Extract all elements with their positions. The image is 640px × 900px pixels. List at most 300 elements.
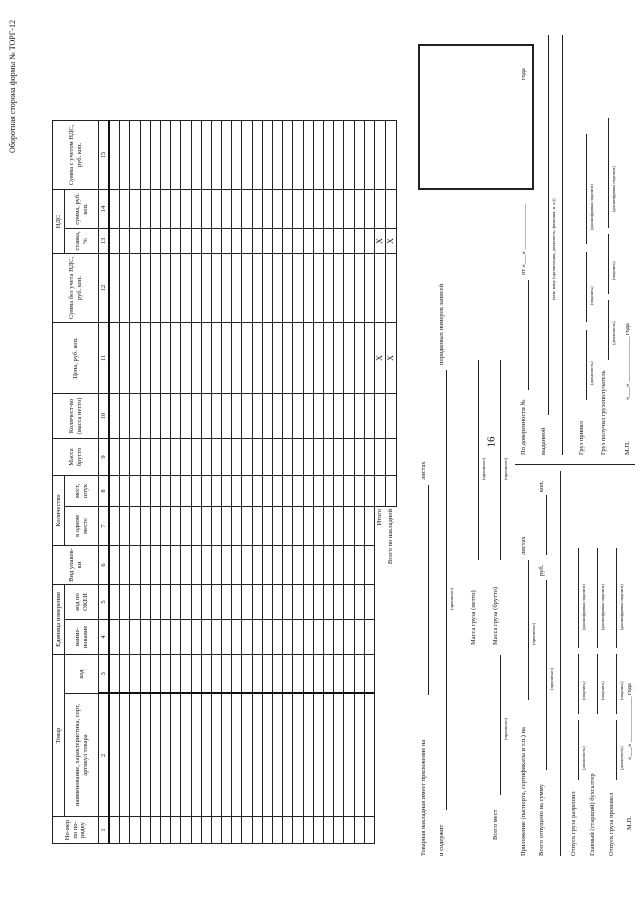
table-cell[interactable] (323, 394, 333, 439)
table-cell[interactable] (242, 121, 252, 190)
table-cell[interactable] (303, 323, 313, 394)
table-cell[interactable] (160, 507, 170, 546)
table-cell[interactable] (211, 476, 221, 507)
total-vat-cell[interactable] (374, 190, 385, 229)
table-cell[interactable] (191, 655, 201, 694)
table-cell[interactable] (109, 655, 120, 694)
table-cell[interactable] (191, 476, 201, 507)
table-cell[interactable] (130, 439, 140, 476)
table-cell[interactable] (120, 394, 130, 439)
table-cell[interactable] (150, 585, 160, 620)
table-cell[interactable] (273, 323, 283, 394)
from-label[interactable]: от «___» ______________ (520, 203, 527, 275)
table-cell[interactable] (364, 507, 374, 546)
table-cell[interactable] (160, 655, 170, 694)
table-cell[interactable] (201, 323, 211, 394)
table-cell[interactable] (273, 229, 283, 254)
total-places-cell[interactable] (374, 476, 385, 507)
table-cell[interactable] (160, 585, 170, 620)
table-cell[interactable] (344, 323, 354, 394)
table-cell[interactable] (262, 655, 272, 694)
table-cell[interactable] (303, 507, 313, 546)
table-cell[interactable] (211, 694, 221, 817)
table-cell[interactable] (130, 655, 140, 694)
table-cell[interactable] (303, 439, 313, 476)
table-cell[interactable] (109, 507, 120, 546)
table-cell[interactable] (222, 439, 232, 476)
release-allowed-signature[interactable] (578, 654, 579, 714)
table-cell[interactable] (160, 394, 170, 439)
table-cell[interactable] (344, 655, 354, 694)
table-cell[interactable] (211, 507, 221, 546)
table-cell[interactable] (303, 190, 313, 229)
grand-vat-cell[interactable] (385, 190, 396, 229)
table-cell[interactable] (364, 476, 374, 507)
table-cell[interactable] (150, 323, 160, 394)
table-cell[interactable] (313, 121, 323, 190)
net-mass-line[interactable] (478, 360, 479, 560)
table-cell[interactable] (354, 546, 364, 585)
table-cell[interactable] (334, 476, 344, 507)
table-cell[interactable] (262, 190, 272, 229)
table-cell[interactable] (262, 254, 272, 323)
table-cell[interactable] (130, 694, 140, 817)
table-cell[interactable] (211, 439, 221, 476)
table-cell[interactable] (120, 546, 130, 585)
table-cell[interactable] (211, 121, 221, 190)
table-cell[interactable] (313, 476, 323, 507)
table-cell[interactable] (323, 585, 333, 620)
table-cell[interactable] (150, 620, 160, 655)
table-cell[interactable] (160, 254, 170, 323)
table-cell[interactable] (283, 546, 293, 585)
table-cell[interactable] (344, 476, 354, 507)
table-cell[interactable] (232, 190, 242, 229)
table-cell[interactable] (222, 323, 232, 394)
table-cell[interactable] (171, 323, 181, 394)
table-cell[interactable] (313, 254, 323, 323)
table-cell[interactable] (191, 620, 201, 655)
table-cell[interactable] (303, 620, 313, 655)
table-cell[interactable] (232, 229, 242, 254)
table-cell[interactable] (323, 229, 333, 254)
table-cell[interactable] (323, 254, 333, 323)
table-cell[interactable] (364, 655, 374, 694)
table-cell[interactable] (109, 476, 120, 507)
table-cell[interactable] (252, 817, 262, 844)
table-cell[interactable] (242, 585, 252, 620)
table-cell[interactable] (262, 620, 272, 655)
table-cell[interactable] (313, 655, 323, 694)
table-cell[interactable] (283, 620, 293, 655)
table-cell[interactable] (109, 585, 120, 620)
table-cell[interactable] (232, 694, 242, 817)
table-cell[interactable] (222, 507, 232, 546)
table-cell[interactable] (242, 394, 252, 439)
table-cell[interactable] (181, 190, 191, 229)
table-cell[interactable] (273, 476, 283, 507)
table-cell[interactable] (201, 620, 211, 655)
table-cell[interactable] (242, 655, 252, 694)
table-cell[interactable] (252, 394, 262, 439)
table-cell[interactable] (344, 694, 354, 817)
table-cell[interactable] (283, 323, 293, 394)
table-cell[interactable] (130, 121, 140, 190)
table-cell[interactable] (211, 394, 221, 439)
table-cell[interactable] (140, 439, 150, 476)
table-cell[interactable] (140, 620, 150, 655)
table-cell[interactable] (201, 546, 211, 585)
table-cell[interactable] (150, 507, 160, 546)
table-cell[interactable] (160, 323, 170, 394)
table-cell[interactable] (303, 655, 313, 694)
table-cell[interactable] (344, 507, 354, 546)
total-net-cell[interactable] (374, 394, 385, 439)
table-cell[interactable] (150, 694, 160, 817)
table-cell[interactable] (354, 439, 364, 476)
table-cell[interactable] (273, 254, 283, 323)
table-cell[interactable] (232, 507, 242, 546)
table-cell[interactable] (262, 694, 272, 817)
table-cell[interactable] (109, 546, 120, 585)
table-cell[interactable] (150, 394, 160, 439)
table-cell[interactable] (130, 229, 140, 254)
table-cell[interactable] (283, 254, 293, 323)
table-cell[interactable] (242, 190, 252, 229)
table-cell[interactable] (293, 190, 303, 229)
table-cell[interactable] (232, 121, 242, 190)
table-cell[interactable] (354, 694, 364, 817)
table-cell[interactable] (252, 620, 262, 655)
table-cell[interactable] (364, 546, 374, 585)
table-cell[interactable] (313, 439, 323, 476)
table-cell[interactable] (181, 507, 191, 546)
table-cell[interactable] (171, 585, 181, 620)
table-cell[interactable] (262, 476, 272, 507)
table-cell[interactable] (344, 254, 354, 323)
table-cell[interactable] (262, 585, 272, 620)
table-cell[interactable] (130, 546, 140, 585)
table-cell[interactable] (120, 694, 130, 817)
table-cell[interactable] (181, 585, 191, 620)
table-cell[interactable] (364, 694, 374, 817)
table-cell[interactable] (109, 394, 120, 439)
table-cell[interactable] (160, 620, 170, 655)
table-cell[interactable] (334, 655, 344, 694)
appendix-line[interactable] (528, 560, 529, 700)
table-cell[interactable] (160, 817, 170, 844)
table-cell[interactable] (160, 121, 170, 190)
table-cell[interactable] (242, 694, 252, 817)
table-cell[interactable] (344, 121, 354, 190)
table-cell[interactable] (354, 620, 364, 655)
table-cell[interactable] (283, 190, 293, 229)
release-done-position[interactable] (616, 720, 617, 780)
table-cell[interactable] (364, 254, 374, 323)
table-cell[interactable] (109, 620, 120, 655)
table-cell[interactable] (334, 229, 344, 254)
table-cell[interactable] (201, 439, 211, 476)
table-cell[interactable] (140, 121, 150, 190)
table-cell[interactable] (242, 439, 252, 476)
table-cell[interactable] (283, 585, 293, 620)
table-cell[interactable] (211, 323, 221, 394)
table-cell[interactable] (303, 476, 313, 507)
table-cell[interactable] (130, 585, 140, 620)
table-cell[interactable] (181, 394, 191, 439)
table-cell[interactable] (242, 323, 252, 394)
table-cell[interactable] (222, 655, 232, 694)
table-cell[interactable] (262, 229, 272, 254)
accepted-signature[interactable] (586, 252, 587, 322)
table-cell[interactable] (150, 655, 160, 694)
table-cell[interactable] (364, 229, 374, 254)
table-cell[interactable] (252, 229, 262, 254)
table-cell[interactable] (273, 121, 283, 190)
chief-accountant-signature[interactable] (597, 654, 598, 714)
table-cell[interactable] (140, 476, 150, 507)
table-cell[interactable] (140, 507, 150, 546)
table-cell[interactable] (181, 476, 191, 507)
received-signature[interactable] (608, 234, 609, 294)
table-cell[interactable] (354, 585, 364, 620)
table-cell[interactable] (181, 546, 191, 585)
table-cell[interactable] (130, 476, 140, 507)
table-cell[interactable] (283, 394, 293, 439)
table-cell[interactable] (140, 655, 150, 694)
table-cell[interactable] (303, 817, 313, 844)
table-cell[interactable] (211, 254, 221, 323)
table-cell[interactable] (334, 439, 344, 476)
table-cell[interactable] (191, 694, 201, 817)
table-cell[interactable] (201, 694, 211, 817)
table-cell[interactable] (109, 229, 120, 254)
table-cell[interactable] (262, 394, 272, 439)
total-sum-vat-cell[interactable] (374, 121, 385, 190)
table-cell[interactable] (354, 323, 364, 394)
total-sum-cell[interactable] (374, 254, 385, 323)
table-cell[interactable] (334, 694, 344, 817)
table-cell[interactable] (201, 585, 211, 620)
table-cell[interactable] (334, 817, 344, 844)
table-cell[interactable] (150, 546, 160, 585)
table-cell[interactable] (201, 655, 211, 694)
power-number-line[interactable] (528, 280, 529, 390)
table-cell[interactable] (344, 229, 354, 254)
received-position[interactable] (608, 300, 609, 360)
table-cell[interactable] (313, 507, 323, 546)
table-cell[interactable] (140, 190, 150, 229)
table-cell[interactable] (334, 190, 344, 229)
table-cell[interactable] (211, 817, 221, 844)
table-cell[interactable] (252, 323, 262, 394)
table-cell[interactable] (273, 817, 283, 844)
table-cell[interactable] (323, 439, 333, 476)
table-cell[interactable] (344, 546, 354, 585)
total-places-line[interactable] (500, 655, 501, 795)
table-cell[interactable] (334, 323, 344, 394)
table-cell[interactable] (323, 655, 333, 694)
table-cell[interactable] (140, 817, 150, 844)
table-cell[interactable] (334, 121, 344, 190)
table-cell[interactable] (303, 394, 313, 439)
table-cell[interactable] (160, 439, 170, 476)
table-cell[interactable] (191, 546, 201, 585)
table-cell[interactable] (252, 546, 262, 585)
table-cell[interactable] (171, 817, 181, 844)
table-cell[interactable] (160, 546, 170, 585)
table-cell[interactable] (150, 439, 160, 476)
table-cell[interactable] (293, 323, 303, 394)
table-cell[interactable] (303, 254, 313, 323)
table-cell[interactable] (150, 254, 160, 323)
date-left[interactable]: «___» ______________ года (626, 683, 633, 760)
table-cell[interactable] (171, 476, 181, 507)
table-cell[interactable] (201, 476, 211, 507)
table-cell[interactable] (130, 817, 140, 844)
table-cell[interactable] (191, 507, 201, 546)
table-cell[interactable] (334, 507, 344, 546)
table-cell[interactable] (293, 507, 303, 546)
table-cell[interactable] (303, 585, 313, 620)
table-cell[interactable] (283, 121, 293, 190)
table-cell[interactable] (273, 439, 283, 476)
table-cell[interactable] (313, 323, 323, 394)
table-cell[interactable] (109, 323, 120, 394)
table-cell[interactable] (334, 254, 344, 323)
table-cell[interactable] (120, 323, 130, 394)
table-cell[interactable] (191, 323, 201, 394)
table-cell[interactable] (211, 546, 221, 585)
table-cell[interactable] (232, 655, 242, 694)
table-cell[interactable] (252, 439, 262, 476)
table-cell[interactable] (171, 394, 181, 439)
table-cell[interactable] (293, 229, 303, 254)
table-cell[interactable] (252, 507, 262, 546)
table-cell[interactable] (232, 439, 242, 476)
table-cell[interactable] (364, 439, 374, 476)
table-cell[interactable] (130, 620, 140, 655)
table-cell[interactable] (242, 507, 252, 546)
table-cell[interactable] (150, 190, 160, 229)
table-cell[interactable] (273, 190, 283, 229)
table-cell[interactable] (222, 817, 232, 844)
table-cell[interactable] (273, 394, 283, 439)
table-cell[interactable] (222, 254, 232, 323)
table-cell[interactable] (313, 190, 323, 229)
table-cell[interactable] (130, 323, 140, 394)
table-cell[interactable] (171, 190, 181, 229)
table-cell[interactable] (120, 585, 130, 620)
table-cell[interactable] (273, 620, 283, 655)
grand-places-cell[interactable] (385, 476, 396, 507)
table-cell[interactable] (191, 254, 201, 323)
table-cell[interactable] (222, 394, 232, 439)
table-cell[interactable] (323, 323, 333, 394)
table-cell[interactable] (181, 254, 191, 323)
table-cell[interactable] (313, 817, 323, 844)
issued-line-2[interactable] (562, 35, 563, 455)
table-cell[interactable] (293, 620, 303, 655)
table-cell[interactable] (201, 394, 211, 439)
table-cell[interactable] (109, 121, 120, 190)
grand-net-cell[interactable] (385, 394, 396, 439)
date-right[interactable]: «___» ______________ года (624, 323, 631, 400)
table-cell[interactable] (323, 546, 333, 585)
table-cell[interactable] (201, 190, 211, 229)
table-cell[interactable] (140, 254, 150, 323)
chief-accountant-name[interactable] (597, 548, 598, 648)
table-cell[interactable] (171, 694, 181, 817)
table-cell[interactable] (120, 254, 130, 323)
table-cell[interactable] (262, 121, 272, 190)
table-cell[interactable] (293, 254, 303, 323)
table-cell[interactable] (313, 394, 323, 439)
table-cell[interactable] (344, 585, 354, 620)
table-cell[interactable] (344, 394, 354, 439)
table-cell[interactable] (354, 507, 364, 546)
table-cell[interactable] (293, 476, 303, 507)
table-cell[interactable] (201, 507, 211, 546)
table-cell[interactable] (181, 694, 191, 817)
table-cell[interactable] (344, 439, 354, 476)
table-cell[interactable] (201, 229, 211, 254)
table-cell[interactable] (120, 229, 130, 254)
table-cell[interactable] (252, 694, 262, 817)
table-cell[interactable] (140, 694, 150, 817)
table-cell[interactable] (181, 121, 191, 190)
table-cell[interactable] (211, 585, 221, 620)
contains-line[interactable] (446, 370, 447, 810)
grand-gross-cell[interactable] (385, 439, 396, 476)
table-cell[interactable] (150, 476, 160, 507)
table-cell[interactable] (160, 694, 170, 817)
table-cell[interactable] (222, 694, 232, 817)
table-cell[interactable] (242, 620, 252, 655)
table-cell[interactable] (120, 655, 130, 694)
table-cell[interactable] (354, 655, 364, 694)
table-cell[interactable] (160, 190, 170, 229)
table-cell[interactable] (140, 323, 150, 394)
table-cell[interactable] (191, 190, 201, 229)
table-cell[interactable] (171, 655, 181, 694)
table-cell[interactable] (130, 394, 140, 439)
release-allowed-name[interactable] (578, 548, 579, 648)
table-cell[interactable] (140, 585, 150, 620)
table-cell[interactable] (313, 585, 323, 620)
table-cell[interactable] (171, 229, 181, 254)
table-cell[interactable] (232, 817, 242, 844)
table-cell[interactable] (160, 229, 170, 254)
table-cell[interactable] (283, 655, 293, 694)
table-cell[interactable] (364, 817, 374, 844)
table-cell[interactable] (211, 190, 221, 229)
table-cell[interactable] (171, 620, 181, 655)
table-cell[interactable] (364, 394, 374, 439)
table-cell[interactable] (303, 229, 313, 254)
table-cell[interactable] (354, 190, 364, 229)
table-cell[interactable] (354, 817, 364, 844)
release-done-signature[interactable] (616, 654, 617, 714)
table-cell[interactable] (242, 229, 252, 254)
table-cell[interactable] (283, 507, 293, 546)
table-cell[interactable] (232, 476, 242, 507)
table-cell[interactable] (191, 121, 201, 190)
table-cell[interactable] (262, 817, 272, 844)
table-cell[interactable] (262, 323, 272, 394)
table-cell[interactable] (171, 546, 181, 585)
table-cell[interactable] (293, 694, 303, 817)
